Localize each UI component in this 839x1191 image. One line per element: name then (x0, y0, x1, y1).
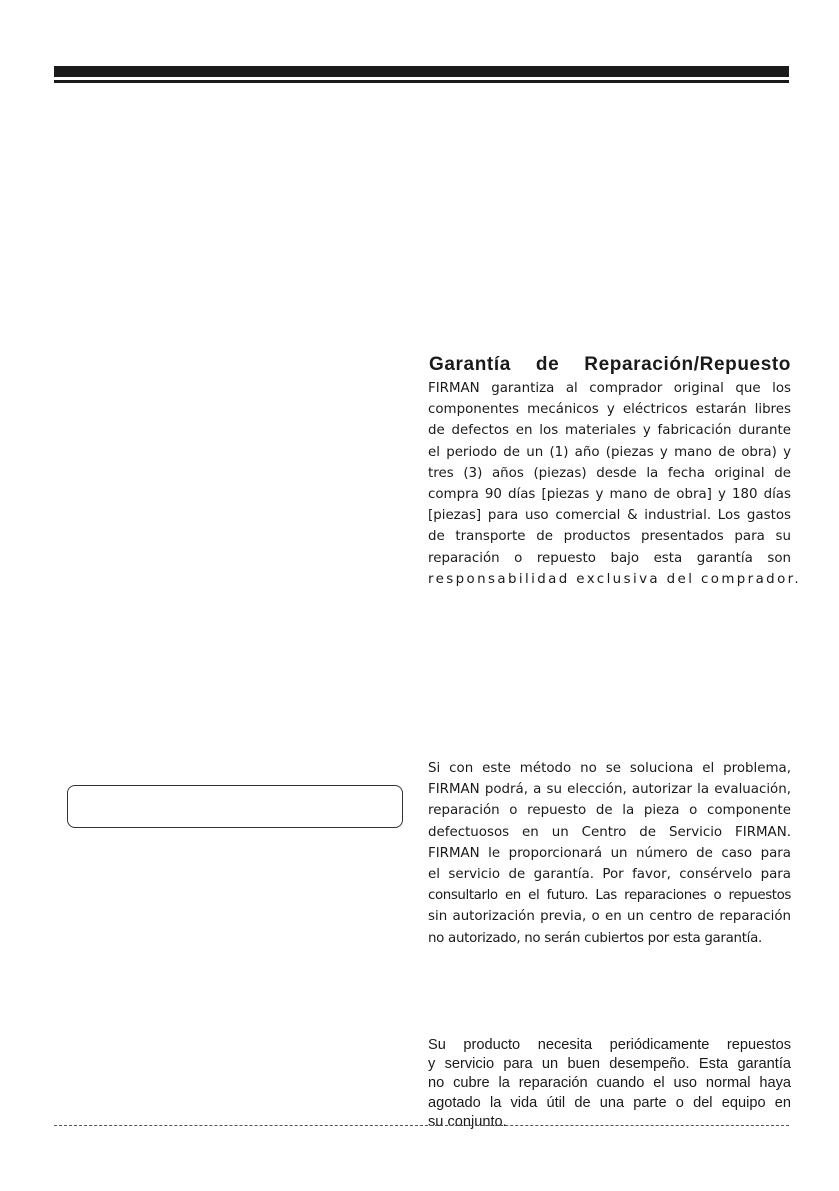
paragraph-line: [piezas] para uso comercial & industrial. Los gastos (428, 508, 791, 524)
paragraph-line: reparación o repuesto de la pieza o componente (428, 803, 791, 819)
paragraph-line: de transporte de productos presentados para su (428, 529, 791, 545)
paragraph-line: el servicio de garantía. Por favor, consérvelo para (428, 867, 791, 883)
paragraph-line: el periodo de un (1) año (piezas y mano de obra) y (428, 444, 791, 460)
paragraph-line: su conjunto. (428, 1113, 507, 1130)
paragraph-line: FIRMAN podrá, a su elección, autorizar la evaluación, (428, 782, 791, 798)
paragraph-line: compra 90 días [piezas y mano de obra] y 180 días (428, 487, 791, 503)
paragraph-line: FIRMAN garantiza al comprador original que los (428, 381, 791, 396)
paragraph-line: responsabilidad exclusiva del comprador. (428, 571, 802, 587)
paragraph-line: reparación o repuesto bajo esta garantía son (428, 550, 791, 566)
paragraph-line: tres (3) años (piezas) desde la fecha original de (428, 465, 791, 481)
paragraph-line: no cubre la reparación cuando el uso normal haya (428, 1075, 791, 1092)
paragraph-line: consultarlo en el futuro. Las reparaciones o repuestos (428, 888, 791, 904)
paragraph-line: de defectos en los materiales y fabricación durante (428, 423, 791, 439)
header-rule-thin (54, 80, 789, 83)
empty-rounded-box (67, 785, 403, 828)
paragraph-line: sin autorización previa, o en un centro de reparación (428, 909, 791, 925)
paragraph-line: componentes mecánicos y eléctricos estarán libres (428, 402, 791, 418)
paragraph-line: FIRMAN le proporcionará un número de caso para (428, 845, 791, 861)
paragraph-line: Si con este método no se soluciona el problema, (428, 761, 791, 776)
paragraph-line: defectuosos en un Centro de Servicio FIRMAN. (428, 824, 791, 840)
warranty-paragraph-2 (428, 758, 791, 949)
paragraph-line: agotado la vida útil de una parte o del equipo en (428, 1094, 791, 1111)
warranty-heading: Garantía de Reparación/Repuesto (429, 354, 791, 375)
paragraph-line: no autorizado, no serán cubiertos por esta garantía. (428, 930, 762, 946)
warranty-paragraph-3 (428, 1036, 791, 1132)
paragraph-line: Su producto necesita periódicamente repuestos (428, 1037, 791, 1053)
paragraph-line: y servicio para un buen desempeño. Esta garantía (428, 1056, 791, 1073)
header-rule-thick (54, 66, 789, 77)
warranty-paragraph-1 (428, 378, 802, 590)
footer-dashed-rule (54, 1125, 789, 1126)
